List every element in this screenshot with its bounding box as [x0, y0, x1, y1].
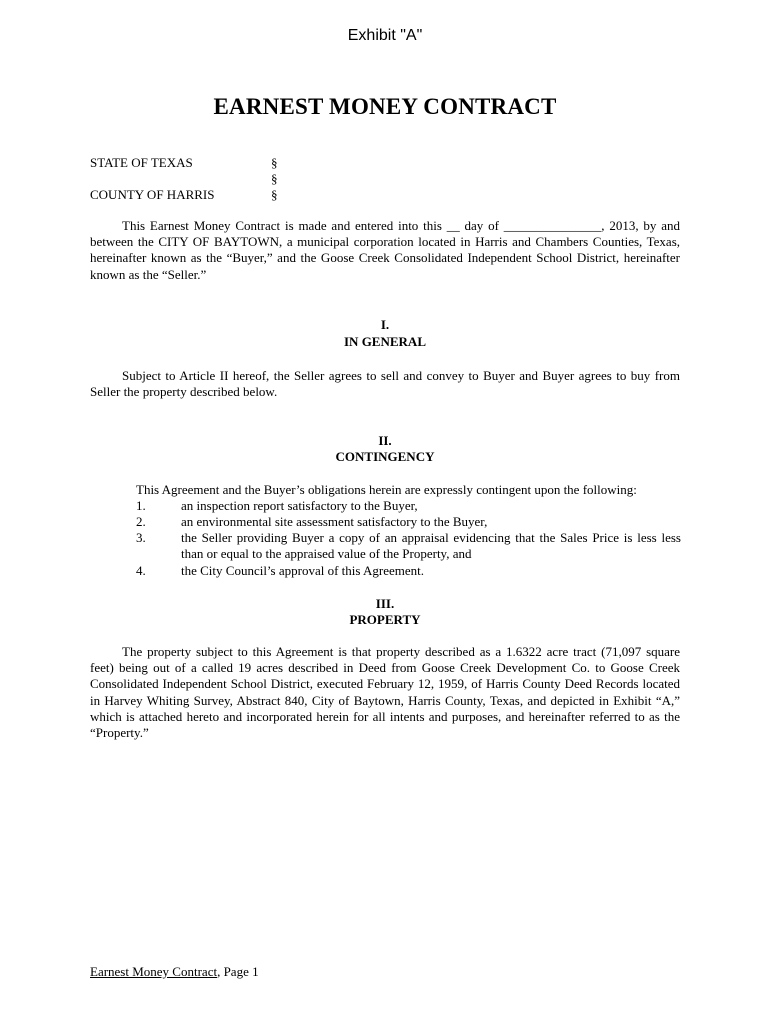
section-symbol: § [271, 187, 278, 202]
list-item-text: the City Council’s approval of this Agreement. [181, 563, 424, 578]
page-footer [90, 964, 259, 980]
list-item-text: an environmental site assessment satisfactory to the Buyer, [181, 514, 488, 529]
list-item-text: the Seller providing Buyer a copy of an appraisal evidencing that the Sales Price is less less than or equal to the appraised value of the Property, and [181, 530, 681, 561]
section-symbol: § [271, 155, 278, 170]
section-3-body: The property subject to this Agreement is that property described as a 1.6322 acre tract (71,097 square feet) being out of a called 19 acres described in Deed from Goose Creek Development Co. to Goose Creek Consolidated Independent School District, executed February 12, 1959, of Harris County Deed Records located in Harvey Whiting Survey, Abstract 840, City of Baytown, Harris County, Texas, and depicted in Exhibit “A,” which is attached hereto and incorporated herein for all intents and purposes, and hereinafter referred to as the “Property.” [90, 644, 680, 741]
section-2-heading: CONTINGENCY [335, 449, 435, 464]
footer-title: Earnest Money Contract [90, 964, 218, 979]
section-1-body: Subject to Article II hereof, the Seller agrees to sell and convey to Buyer and Buyer agrees to buy from Seller the property described below. [90, 368, 680, 400]
venue-county: COUNTY OF HARRIS [90, 187, 215, 202]
section-1-number: I. [380, 317, 390, 332]
footer-page-number: , Page 1 [217, 964, 259, 979]
list-item-number: 4. [136, 563, 146, 578]
list-item-number: 3. [136, 530, 146, 545]
list-item-text: an inspection report satisfactory to the Buyer, [181, 498, 418, 513]
exhibit-label: Exhibit "A" [347, 27, 423, 44]
venue-state: STATE OF TEXAS [90, 155, 193, 170]
opening-paragraph: This Earnest Money Contract is made and entered into this __ day of _______________, 2013, by and between the CITY OF BAYTOWN, a municipal corporation located in Harris and Chambers Counties, Texas, hereinafter known as the “Buyer,” and the Goose Creek Consolidated Independent School District, hereinafter known as the “Seller.” [90, 218, 680, 282]
contingency-intro: This Agreement and the Buyer’s obligations herein are expressly contingent upon the following: [136, 482, 637, 497]
list-item-number: 2. [136, 514, 146, 529]
section-symbol: § [271, 171, 278, 186]
document-title: EARNEST MONEY CONTRACT [213, 94, 557, 119]
section-2-number: II. [378, 433, 392, 448]
list-item-number: 1. [136, 498, 146, 513]
section-3-number: III. [375, 596, 395, 611]
section-1-heading: IN GENERAL [344, 334, 426, 349]
section-3-heading: PROPERTY [349, 612, 421, 627]
